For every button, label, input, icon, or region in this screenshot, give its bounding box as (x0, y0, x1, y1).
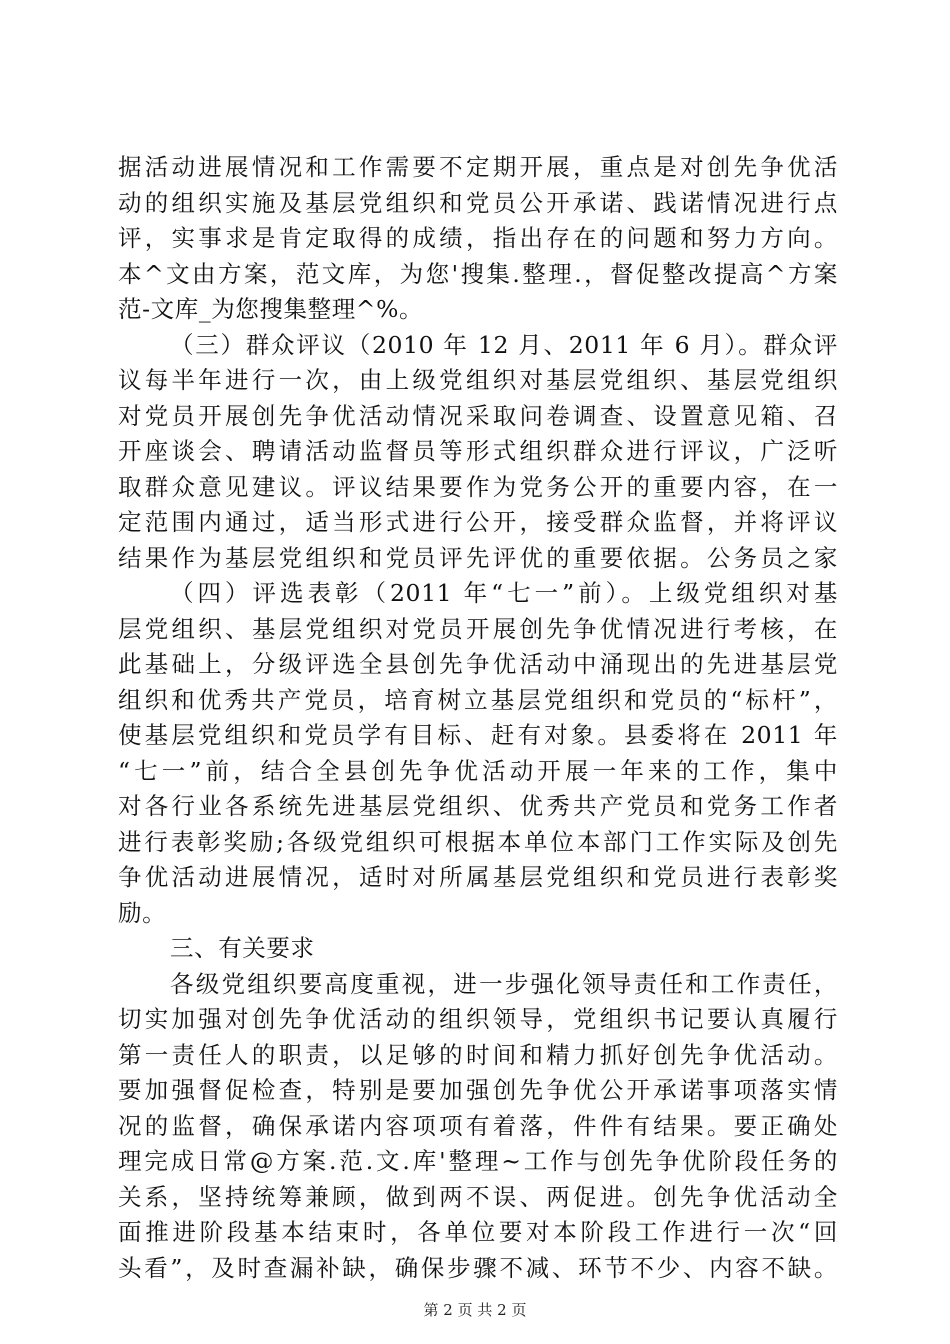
body-line: 动的组织实施及基层党组织和党员公开承诺、践诺情况进行点 (118, 188, 838, 217)
body-line: 面推进阶段基本结束时，各单位要对本阶段工作进行一次“回 (118, 1218, 838, 1246)
body-line: 议每半年进行一次，由上级党组织对基层党组织、基层党组织 (118, 366, 838, 394)
body-line: 取群众意见建议。评议结果要作为党务公开的重要内容，在一 (118, 472, 838, 501)
body-line: 据活动进展情况和工作需要不定期开展，重点是对创先争优活 (118, 153, 838, 181)
body-line: 开座谈会、聘请活动监督员等形式组织群众进行评议，广泛听 (118, 437, 838, 465)
body-line: 况的监督，确保承诺内容项项有着落，件件有结果。要正确处 (118, 1111, 838, 1140)
body-line: 评，实事求是肯定取得的成绩，指出存在的问题和努力方向。 (118, 224, 838, 252)
body-line: 进行表彰奖励;各级党组织可根据本单位本部门工作实际及创先 (118, 827, 838, 856)
body-line: 使基层党组织和党员学有目标、赶有对象。县委将在 2011 年 (118, 721, 838, 749)
body-line: 头看”，及时查漏补缺，确保步骤不减、环节不少、内容不缺。 (118, 1253, 838, 1282)
section-heading-line: （三）群众评议（2010 年 12 月、2011 年 6 月）。群众评 (170, 330, 838, 359)
body-line: 范-文库_为您搜集整理^%。 (118, 295, 424, 323)
body-line: 励。 (118, 898, 167, 927)
body-line: 对党员开展创先争优活动情况采取问卷调查、设置意见箱、召 (118, 401, 838, 430)
body-line: 关系，坚持统筹兼顾，做到两不误、两促进。创先争优活动全 (118, 1182, 838, 1211)
section-heading-line: （四）评选表彰（2011 年“七一”前）。上级党组织对基 (170, 579, 838, 607)
body-line: 定范围内通过，适当形式进行公开，接受群众监督，并将评议 (118, 508, 838, 536)
body-line: 切实加强对创先争优活动的组织领导，党组织书记要认真履行 (118, 1005, 838, 1033)
body-line: 组织和优秀共产党员，培育树立基层党组织和党员的“标杆”， (118, 685, 838, 714)
page-number-footer: 第 2 页 共 2 页 (423, 1301, 527, 1319)
document-body (118, 150, 838, 1286)
body-line: 结果作为基层党组织和党员评先评优的重要依据。公务员之家 (118, 543, 838, 572)
body-line: 本^文由方案，范文库，为您'搜集.整理.，督促整改提高^方案 (118, 259, 838, 288)
body-line: 第一责任人的职责，以足够的时间和精力抓好创先争优活动。 (118, 1040, 838, 1069)
body-line: 层党组织、基层党组织对党员开展创先争优情况进行考核，在 (118, 614, 838, 643)
body-line: 各级党组织要高度重视，进一步强化领导责任和工作责任， (170, 969, 838, 998)
body-line: 争优活动进展情况，适时对所属基层党组织和党员进行表彰奖 (118, 863, 838, 891)
body-line: 理完成日常@方案.范.文.库'整理~工作与创先争优阶段任务的 (118, 1147, 838, 1175)
body-line: 要加强督促检查，特别是要加强创先争优公开承诺事项落实情 (118, 1076, 838, 1104)
body-line: 对各行业各系统先进基层党组织、优秀共产党员和党务工作者 (118, 792, 838, 820)
section-heading: 三、有关要求 (170, 934, 315, 962)
body-line: 此基础上，分级评选全县创先争优活动中涌现出的先进基层党 (118, 650, 838, 678)
body-line: “七一”前，结合全县创先争优活动开展一年来的工作，集中 (118, 756, 838, 785)
